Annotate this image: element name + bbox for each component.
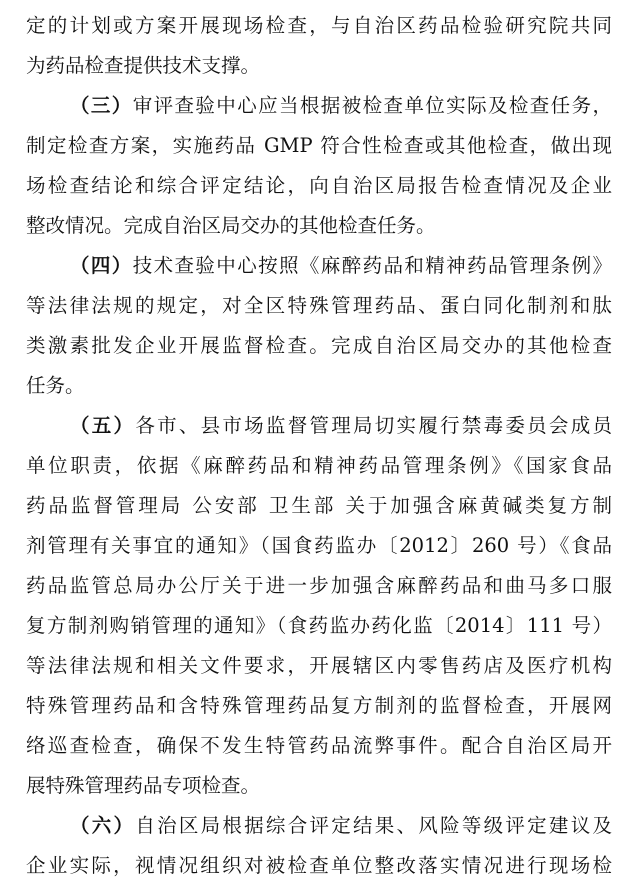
document-page <box>26 0 612 886</box>
text-span: 自治区局根据综合评定结果、风险等级评定建议及 <box>135 814 612 837</box>
text-line: 类激素批发企业开展监督检查。完成自治区局交办的其他检查 <box>26 334 612 357</box>
text-line: 特殊管理药品和含特殊管理药品复方制剂的监督检查，开展网 <box>26 694 612 717</box>
text-line: 场检查结论和综合评定结论，向自治区局报告检查情况及企业 <box>26 174 612 197</box>
text-line: 单位职责，依据《麻醉药品和精神药品管理条例》《国家食品 <box>26 454 612 477</box>
text-line: 制定检查方案，实施药品 GMP 符合性检查或其他检查，做出现 <box>26 134 612 157</box>
text-line: 为药品检查提供技术支撑。 <box>26 54 261 77</box>
text-line: 等法律法规和相关文件要求，开展辖区内零售药店及医疗机构 <box>26 654 612 677</box>
paragraph-first-line <box>26 406 612 446</box>
text-line: 定的计划或方案开展现场检查，与自治区药品检验研究院共同 <box>26 14 612 37</box>
text-line: 药品监督管理局 公安部 卫生部 关于加强含麻黄碱类复方制 <box>26 494 612 517</box>
text-line: 复方制剂购销管理的通知》（食药监办药化监〔2014〕111 号） <box>26 614 612 637</box>
text-line: 药品监管总局办公厅关于进一步加强含麻醉药品和曲马多口服 <box>26 574 612 597</box>
text-line: 企业实际，视情况组织对被检查单位整改落实情况进行现场检 <box>26 854 612 877</box>
text-line: 等法律法规的规定，对全区特殊管理药品、蛋白同化制剂和肽 <box>26 294 612 317</box>
text-line: 剂管理有关事宜的通知》（国食药监办〔2012〕260 号）《食品 <box>26 534 612 557</box>
text-span: 审评查验中心应当根据被检查单位实际及检查任务， <box>132 94 612 117</box>
paragraph-first-line <box>26 806 612 846</box>
paragraph-marker: （五） <box>70 414 136 437</box>
text-span: 各市、县市场监督管理局切实履行禁毒委员会成员 <box>135 414 612 437</box>
paragraph-marker: （四） <box>70 254 133 277</box>
paragraph-first-line <box>26 246 612 286</box>
paragraph-marker: （三） <box>70 94 133 117</box>
text-span: 技术查验中心按照《麻醉药品和精神药品管理条例》 <box>132 254 612 277</box>
paragraph-marker: （六） <box>70 814 136 837</box>
text-line: 络巡查检查，确保不发生特管药品流弊事件。配合自治区局开 <box>26 734 612 757</box>
text-line: 整改情况。完成自治区局交办的其他检查任务。 <box>26 214 436 237</box>
text-line: 任务。 <box>26 374 85 397</box>
paragraph-first-line <box>26 86 612 126</box>
text-line: 展特殊管理药品专项检查。 <box>26 774 261 797</box>
